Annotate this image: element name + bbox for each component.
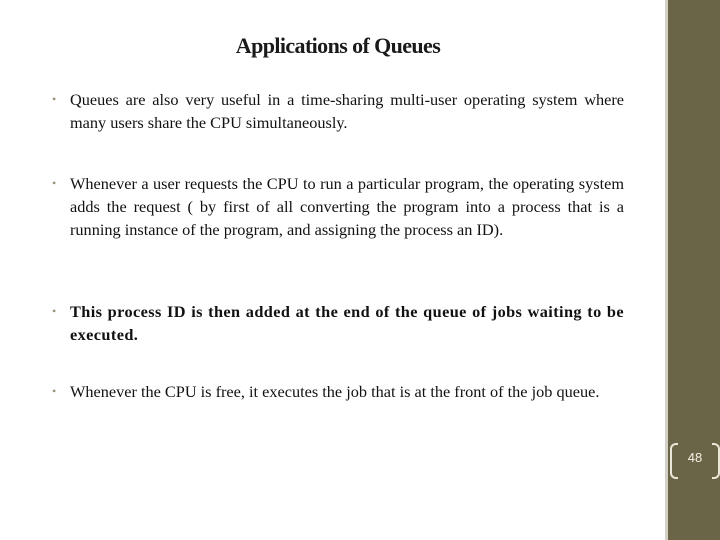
bullet-item [52,172,624,241]
bullet-item [52,88,624,134]
bullet-dot-icon: • [52,384,57,398]
bullet-text: Whenever a user requests the CPU to run a particular program, the operating system adds the request ( by first of all converting the program into a process that is a running instance of the program, and assigning the process an ID). [70,174,624,239]
bullet-dot-icon: • [52,304,57,318]
page-number: 48 [687,450,703,465]
page-number-badge [680,443,710,475]
bullet-text: Whenever the CPU is free, it executes the job that is at the front of the job queue. [70,382,600,401]
bracket-right-icon [712,443,720,479]
bullet-item [52,300,624,346]
bullet-text: This process ID is then added at the end of the queue of jobs waiting to be executed. [70,302,624,344]
slide-title: Applications of Queues [235,33,441,58]
bracket-left-icon [670,443,678,479]
bullet-item [52,380,624,403]
bullet-text: Queues are also very useful in a time-sharing multi-user operating system where many users share the CPU simultaneously. [70,90,624,132]
bullet-dot-icon: • [52,92,57,106]
bullet-dot-icon: • [52,176,57,190]
